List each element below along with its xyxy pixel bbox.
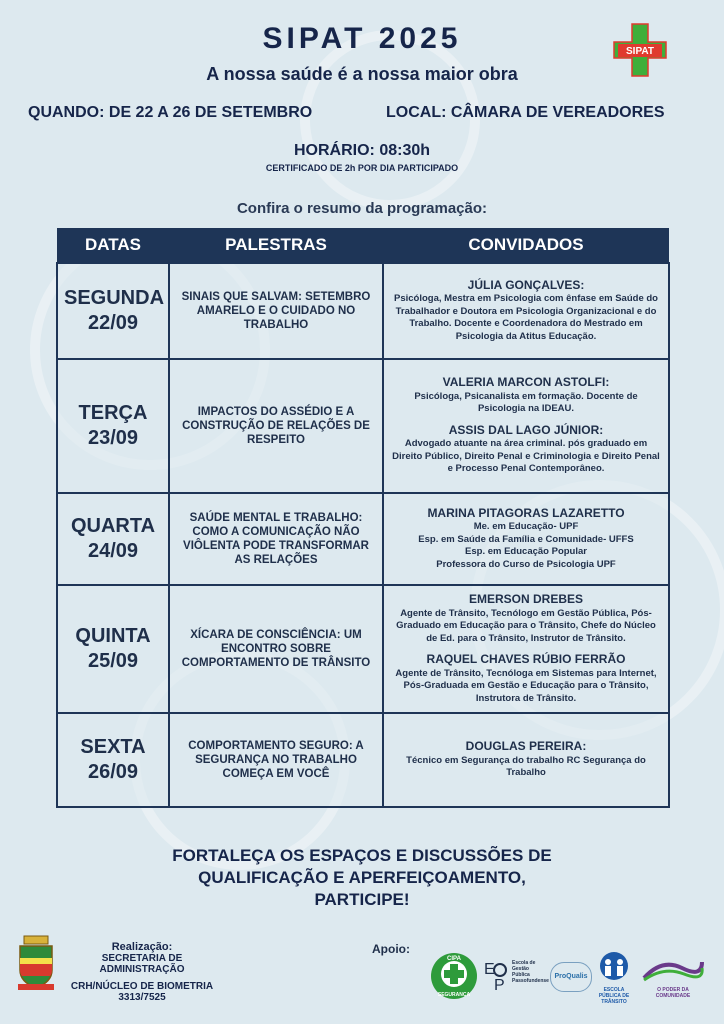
- table-row: [57, 713, 669, 807]
- guest-name: EMERSON DREBES: [468, 592, 584, 606]
- call-line-1: FORTALEÇA OS ESPAÇOS E DISCUSSÕES DE: [172, 846, 552, 865]
- lecture-topic: COMPORTAMENTO SEGURO: A SEGURANÇA NO TRABALHO COMEÇA EM VOCÊ: [169, 713, 383, 807]
- day-name: SEGUNDA: [64, 287, 165, 309]
- proqualis-logo: ProQualis: [550, 962, 592, 992]
- lecture-topic: IMPACTOS DO ASSÉDIO E A CONSTRUÇÃO DE RELAÇÕES DE RESPEITO: [169, 359, 383, 493]
- realizacao-block: [62, 942, 222, 1003]
- camara-logo: [642, 956, 704, 999]
- lecture-topic: SINAIS QUE SALVAM: SETEMBRO AMARELO E O CUIDADO NO TRABALHO: [169, 263, 383, 359]
- day-cell: [57, 585, 169, 713]
- table-row: [57, 493, 669, 585]
- city-coat-of-arms-icon: [16, 934, 56, 992]
- day-cell: [57, 263, 169, 359]
- certificado-info: CERTIFICADO DE 2h POR DIA PARTICIPADO: [265, 163, 459, 173]
- day-name: TERÇA: [78, 402, 148, 424]
- local-info: LOCAL: CÂMARA DE VEREADORES: [386, 104, 665, 121]
- guests-cell: [383, 493, 669, 585]
- table-header-row: [57, 228, 669, 263]
- guest-block: [390, 376, 662, 416]
- guest-block: [390, 507, 662, 572]
- guest-description: Agente de Trânsito, Tecnólogo em Gestão Pública, Pós-Graduado em Educação para o Trânsito, Chefe do Núcleo de Ed. para o Trânsito, Instrutor de Trânsito.: [396, 607, 656, 644]
- page-title: SIPAT 2025: [262, 22, 462, 55]
- day-date: 22/09: [87, 312, 139, 334]
- guest-description: Agente de Trânsito, Tecnóloga em Sistemas para Internet, Pós-Graduada em Gestão e Educação para o Trânsito, Instrutora de Trânsito.: [395, 667, 657, 704]
- day-date: 23/09: [87, 427, 139, 449]
- header-convidados: CONVIDADOS: [383, 228, 669, 263]
- guest-description: Me. em Educação- UPF Esp. em Saúde da Família e Comunidade- UFFS Esp. em Educação Popular Professora do Curso de Psicologia UPF: [418, 521, 634, 570]
- page-subtitle: A nossa saúde é a nossa maior obra: [206, 64, 518, 84]
- day-date: 25/09: [87, 650, 139, 672]
- cipa-logo-subtext: SEGURANÇA: [437, 992, 471, 998]
- guest-block: [390, 279, 662, 344]
- sipat-logo: [612, 22, 668, 78]
- day-name: SEXTA: [80, 736, 146, 758]
- guest-description: Advogado atuante na área criminal. pós graduado em Direito Público, Direito Penal e Criminologia e Direito Penal e Processo Penal Contemporâneo.: [392, 438, 660, 475]
- day-name: QUARTA: [70, 515, 156, 537]
- table-row: [57, 359, 669, 493]
- call-line-3: PARTICIPE!: [314, 890, 410, 909]
- day-date: 24/09: [87, 540, 139, 562]
- guest-name: JÚLIA GONÇALVES:: [467, 277, 585, 292]
- lecture-topic: SAÚDE MENTAL E TRABALHO: COMO A COMUNICAÇÃO NÃO VIÔLENTA PODE TRANSFORMAR AS RELAÇÕES: [169, 493, 383, 585]
- day-cell: [57, 493, 169, 585]
- lecture-topic: XÍCARA DE CONSCIÊNCIA: UM ENCONTRO SOBRE COMPORTAMENTO DE TRÂNSITO: [169, 585, 383, 713]
- guest-description: Técnico em Segurança do trabalho RC Segurança do Trabalho: [406, 754, 646, 779]
- guests-cell: [383, 585, 669, 713]
- day-cell: [57, 359, 169, 493]
- realizacao-dept: CRH/NÚCLEO DE BIOMETRIA: [70, 981, 214, 992]
- sipat-logo-text: SIPAT: [626, 46, 654, 57]
- guests-cell: [383, 713, 669, 807]
- svg-text:E: E: [484, 961, 495, 978]
- guest-block: [390, 653, 662, 705]
- header-palestras: PALESTRAS: [169, 228, 383, 263]
- guest-block: [390, 424, 662, 476]
- guests-cell: [383, 263, 669, 359]
- quando-info: QUANDO: DE 22 A 26 DE SETEMBRO: [28, 104, 313, 121]
- egp-logo: [484, 958, 549, 994]
- guest-name: RAQUEL CHAVES RÚBIO FERRÃO: [426, 652, 626, 666]
- call-to-action: [110, 845, 614, 911]
- guest-block: [390, 740, 662, 780]
- guest-name: VALERIA MARCON ASTOLFI:: [442, 375, 610, 390]
- realizacao-phone: 3313/7525: [118, 992, 166, 1003]
- escola-transito-logo: [592, 950, 636, 1005]
- guest-block: [390, 593, 662, 645]
- guest-name: ASSIS DAL LAGO JÚNIOR:: [448, 422, 604, 437]
- camara-logo-icon: [642, 956, 704, 982]
- table-row: [57, 585, 669, 713]
- guest-name: MARINA PITAGORAS LAZARETTO: [427, 505, 625, 520]
- call-line-2: QUALIFICAÇÃO E APERFEIÇOAMENTO,: [198, 868, 526, 887]
- guests-cell: [383, 359, 669, 493]
- egp-logo-icon: [484, 958, 510, 992]
- day-date: 26/09: [87, 761, 139, 783]
- camara-logo-text: O PODER DA COMUNIDADE: [655, 987, 691, 999]
- header-datas: DATAS: [57, 228, 169, 263]
- svg-text:P: P: [494, 977, 505, 992]
- day-cell: [57, 713, 169, 807]
- realizacao-label: Realização:: [111, 941, 173, 953]
- program-table: [56, 228, 670, 808]
- table-row: [57, 263, 669, 359]
- guest-name: DOUGLAS PEREIRA:: [465, 739, 587, 754]
- guest-description: Psicóloga, Psicanalista em formação. Docente de Psicologia na IDEAU.: [414, 390, 638, 415]
- day-name: QUINTA: [75, 625, 151, 647]
- realizacao-org: SECRETARIA DE ADMINISTRAÇÃO: [99, 953, 185, 975]
- egp-logo-text: Escola de Gestão Pública Passofundense: [512, 960, 549, 984]
- transito-logo-text: ESCOLA PÚBLICA DE TRÂNSITO: [598, 987, 630, 1005]
- cipa-logo: [430, 952, 478, 1000]
- apoio-label: Apoio:: [372, 942, 410, 956]
- transito-logo-icon: [592, 950, 636, 982]
- guest-description: Psicóloga, Mestra em Psicologia com ênfase em Saúde do Trabalhador e Doutora em Psicologia Organizacional e do Trabalho. Docente e Coordenadora do Mestrado em Psicologia da Atitus Educação.: [394, 293, 658, 342]
- horario-info: HORÁRIO: 08:30h: [293, 142, 431, 159]
- cipa-logo-text: CIPA: [447, 956, 461, 962]
- confira-heading: Confira o resumo da programação:: [236, 200, 488, 217]
